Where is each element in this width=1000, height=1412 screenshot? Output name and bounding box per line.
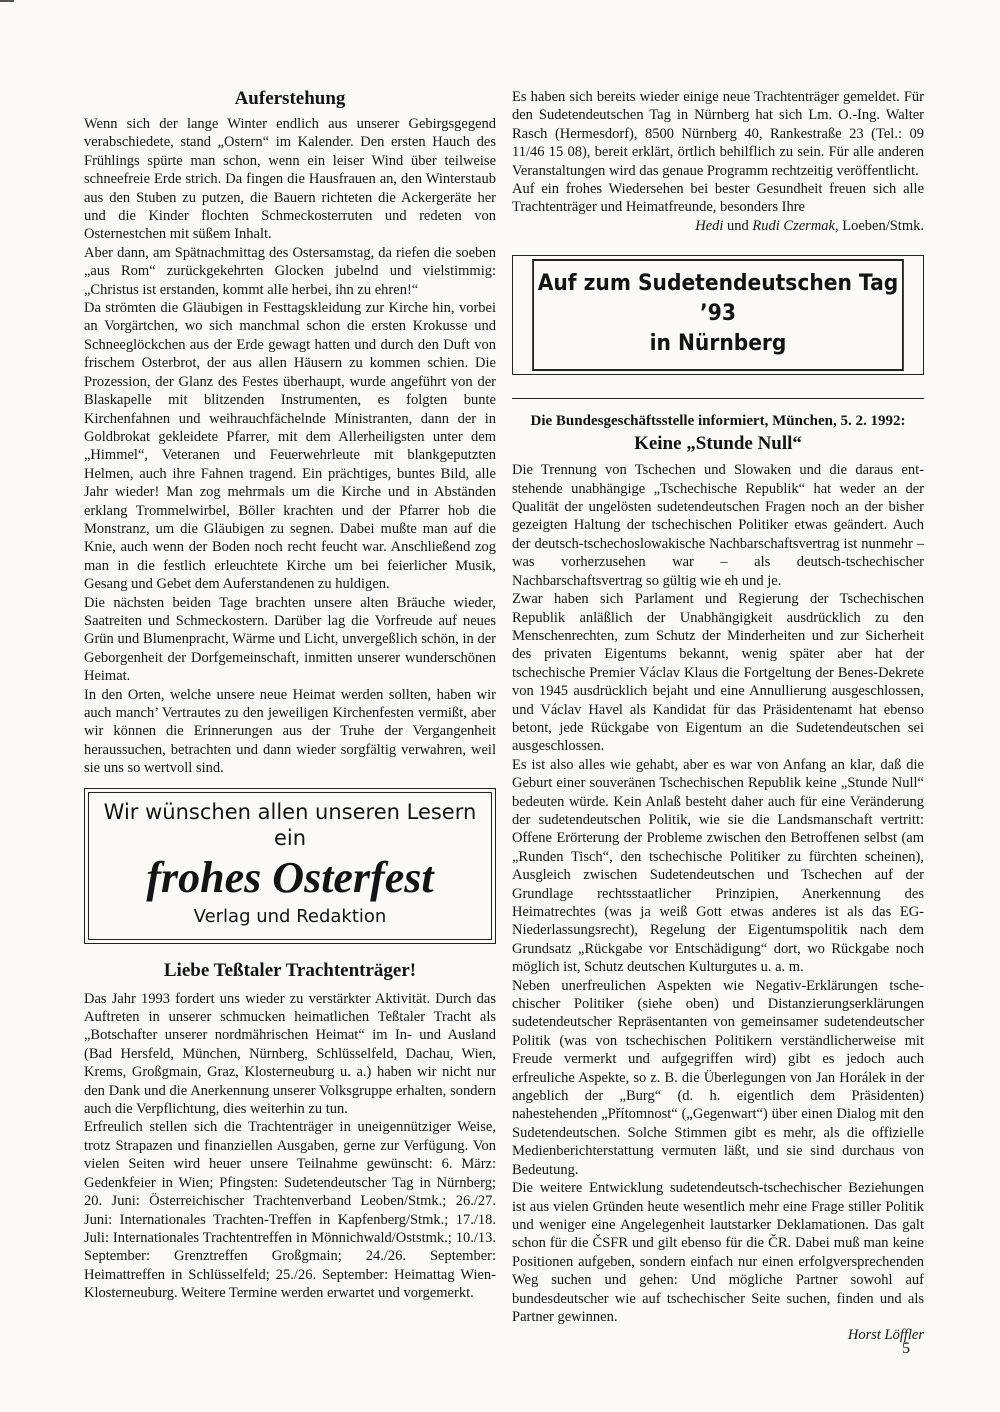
paragraph: Da strömten die Gläubigen in Festtagskleidung zur Kirche hin, vorbei an Vorgärtchen, wo sich manchmal schon die ersten Krokusse und Schneeglöckchen aus der Erde gewagt hatten und durch den Duft von frischem Osterbrot, der aus allen Häusern zu kommen schien. Die Prozession, der Glanz des Festes überhaupt, wurde angeführt von der Blaskapelle mit blitzenden Instrumenten, es folgten bunte Kirchenfahnen und weihrauchfächelnde Ministranten, dann der in Goldbrokat gekleidete Pfarrer, mit dem Allerheiligsten unter dem „Himmel“, Veteranen und Feuerwehrleute mit blankgeputzten Helmen, auch ihre Fahnen tragend. Ein prächtiges, buntes Bild, alle Jahr wieder! Man zog mehrmals um die Kirche und in Abständen erklang Trommelwirbel, Böller krachten und der Pfarrer hob die Monstranz, um die Gläubigen zu segnen. Dabei mußte man auf die Knie, auch wenn der Boden noch recht feucht war. Anschließend zog man in die festlich erleuchtete Kirche um bei feierlicher Musik, Gesang und Gebet dem Auferstandenen zu huldigen. <box>84 300 496 593</box>
paragraph: Wenn sich der lange Winter endlich aus unserer Gebirgsgegend verabschiedete, stand „Ostern“ im Kalender. Den ersten Hauch des Frühlings spürte man schon, wenn ein leiser Wind über teilweise schneefreie Erde strich. Da fingen die Hausfrauen an, den Winterstaub aus den Stuben zu putzen, die Bauern richteten die Ackergeräte her und die Kinder flochten Schmeckosterruten und redeten von Osternestchen mit süßem Inhalt. <box>84 116 496 243</box>
paragraph: Auf ein frohes Wiedersehen bei bester Gesundheit freuen sich alle Trachtenträger und Heimatfreunde, besonders Ihre <box>512 181 924 216</box>
banner-line: in Nürnberg <box>649 331 787 357</box>
paragraph: Zwar haben sich Parlament und Regierung der Tschechischen Republik anläßlich der Unabhängigkeit ausdrücklich zu den Menschenrechten, zum Schutz der Minderheiten und zur Sicherheit des privaten Eigentums bekannt, wenig später aber hat der tschechische Premier Václav Klaus die Fortgeltung der Benes-Dekrete von 1945 ausdrücklich bejaht und eine Annullierung ausgeschlossen, und Václav Havel als Kandidat für das Präsidentenamt hat ebenso betont, jede Rückgabe von Eigentum an die Sudetendeutschen sei ausgeschlossen. <box>512 591 924 755</box>
easter-greeting-sender: Verlag und Redaktion <box>193 905 387 927</box>
page-number: 5 <box>902 1340 910 1357</box>
paragraph: Es haben sich bereits wieder einige neue Trachtenträger gemeldet. Für den Sudetendeutschen Tag in Nürnberg hat sich Lm. O.-Ing. Walter Rasch (Hermesdorf), 8500 Nürnberg 40, Rankestraße 23 (Tel.: 09 11/46 15 08), bereit erklärt, örtlich behilflich zu sein. Für alle anderen Veranstaltungen wird das genaue Programm rechtzeitig veröffentlicht. <box>512 89 924 179</box>
easter-greeting-box <box>84 788 496 944</box>
article-title-trachtentraeger: Liebe Teßtaler Trachtenträger! <box>163 959 417 981</box>
paragraph: Die weitere Entwicklung sudetendeutsch-tschechischer Beziehungen ist aus vielen Gründen heute wesentlich mehr eine Frage stiller Politik und weniger eine Angelegenheit lautstarker Deklamationen. Das galt schon für die ČSFR und gilt ebenso für die ČR. Dabei muß man keine Positionen aufgeben, sondern einfach nur einen erfolgversprechenden Weg suchen und gehen: Und mögliche Partner sowohl auf bundesdeutscher wie auf tschechischer Seite suchen, finden und als Partner gewinnen. <box>512 1180 924 1325</box>
paragraph: Die nächsten beiden Tage brachten unsere alten Bräuche wieder, Saatreiten und Schmeckostern. Darüber lag die Vorfreude auf neues Grün und Blumenpracht, Wärme und Licht, unvergeßlich schön, in der Geborgenheit der Dorfgemeinschaft, inmitten unserer wunderschönen Heimat. <box>84 594 496 685</box>
signature-name: Rudi Czermak, <box>752 217 839 234</box>
signature-conjunction: und <box>727 217 749 234</box>
scan-corner-mark <box>0 0 14 2</box>
article-kicker: Die Bundesgeschäftsstelle informiert, München, 5. 2. 1992: <box>530 413 906 430</box>
sudetendeutscher-tag-banner <box>512 255 924 375</box>
article-title-auferstehung: Auferstehung <box>234 88 346 109</box>
article-title-stunde-null: Keine „Stunde Null“ <box>634 433 802 455</box>
paragraph: Das Jahr 1993 fordert uns wieder zu verstärkter Aktivität. Durch das Auftreten in unserer schmucken heimatlichen Teßtaler Tracht als „Botschafter unserer nordmährischen Heimat“ im In- und Ausland (Bad Hersfeld, München, Nürnberg, Schlüsselfeld, Dachau, Wien, Krems, Großgmain, Graz, Klosterneuburg u. a.) haben wir nicht nur den Dank und die Anerkennung unserer Volksgruppe erhalten, sondern auch die Verpflichtung, dies weiterhin zu tun. <box>84 990 496 1118</box>
easter-greeting-inner-frame <box>88 792 492 940</box>
banner-inner-frame <box>532 259 904 371</box>
easter-greeting-line: Wir wünschen allen unseren Lesern ein <box>103 799 477 850</box>
signature-trachtentraeger <box>512 217 924 235</box>
right-column <box>512 88 924 1345</box>
banner-line: Auf zum Sudetendeutschen Tag ’93 <box>537 271 899 327</box>
signature-place: Loeben/Stmk. <box>842 217 924 234</box>
author-name: Horst Löffler <box>847 1327 924 1344</box>
easter-greeting-headline: frohes Osterfest <box>146 852 434 902</box>
paragraph: Es ist also alles wie gehabt, aber es war von Anfang an klar, daß die Geburt einer souveränen Tschechischen Republik keine „Stunde Null“ bedeuten würde. Kein Anlaß besteht daher auch für eine Veränderung der sudetendeutschen Politik, wie sie die Landsmanschaft vertritt: Offene Erörterung der Probleme zwischen den Betroffenen selbst (am „Runden Tisch“, den tschechische Politiker zu fürchten scheinen), Ausgleich zwischen Sudetendeutschen und Tschechen auf der Grundlage rechtsstaatlicher Prinzipien, Anerkennung des Heimatrechtes (was ja weiß Gott etwas anderes ist als das EG-Niederlassungsrecht), Regelung der Eigentumspolitik nach dem Grundsatz „Rückgabe vor Entschädigung“ dort, wo Rückgabe noch möglich ist, Schutz deutschen Kulturgutes u. a. m. <box>512 756 924 976</box>
paragraph: In den Orten, welche unsere neue Heimat werden sollten, haben wir auch manch’ Vertrautes zu den jeweiligen Kirchenfesten vermißt, aber wir können die Erinnerungen aus der Truhe der Vergangenheit heraussuchen, betrachten und dann wieder sorgfältig verwahren, weil sie uns so wertvoll sind. <box>84 686 496 777</box>
article-author <box>512 1326 924 1344</box>
section-divider <box>512 398 924 399</box>
paragraph: Neben unerfreulichen Aspekten wie Negativ-Erklärungen tschechischer Politiker (siehe oben) und Distanzierungserklärungen sudetendeutscher Repräsentanten von gemeinsamer sudetendeutscher Politik (was von tschechischen Politikern verständlicherweise mit Freude vermerkt und aufgegriffen wird) gibt es jedoch auch erfreuliche Aspekte, so z. B. die Überlegungen von Jan Horálek in der angeblich der „Burg“ (d. h. eigentlich dem Präsidenten) nahestehenden „Přítomnost“ („Gegenwart“) über einen Dialog mit den Sudetendeutschen. Solche Stimmen gibt es mehr, als die offizielle Medienberichterstattung vermuten läßt, und sie sind durchaus von Bedeutung. <box>512 977 924 1178</box>
signature-name: Hedi <box>695 217 724 234</box>
paragraph: Erfreulich stellen sich die Trachtenträger in uneigennütziger Weise, trotz Strapazen und finanziellen Ausgaben, gerne zur Verfügung. Von vielen Seiten wird heuer unsere Teilnahme gewünscht: 6. März: Gedenkfeier in Wien; Pfingsten: Sudetendeutscher Tag in Nürnberg; 20. Juni: Österreichischer Trachtenverband Leoben/Stmk.; 26./27. Juni: Internationales Trachten-Treffen in Kapfenberg/Stmk.; 17./18. Juli: Internationales Trachtentreffen in Mönnichwald/Oststmk.; 10./13. September: Grenztreffen Großgmain; 24./26. September: Heimattreffen in Schlüsselfeld; 25./26. September: Heimattag Wien-Klosterneuburg. Weitere Termine werden erwartet und vorgemerkt. <box>84 1119 496 1302</box>
left-column <box>84 88 496 1303</box>
paragraph: Die Trennung von Tschechen und Slowaken und die daraus entstehende unabhängige „Tschechische Republik“ hat weder an der Qualität der ungelösten sudetendeutschen Fragen noch an der bisher gezeigten Haltung der tschechischen Politiker etwas geändert. Auch der deutsch-tschechoslowakische Nachbarschaftsvertrag ist nunmehr – was vorherzusehen war – als deutsch-tschechischer Nachbarschaftsvertrag so gültig wie eh und je. <box>512 462 924 589</box>
paragraph: Aber dann, am Spätnachmittag des Ostersamstag, da riefen die soeben „aus Rom“ zurückgekehrten Glocken jubelnd und vielstimmig: „Christus ist erstanden, kommt alle herbei, ihn zu ehren!“ <box>84 244 496 298</box>
